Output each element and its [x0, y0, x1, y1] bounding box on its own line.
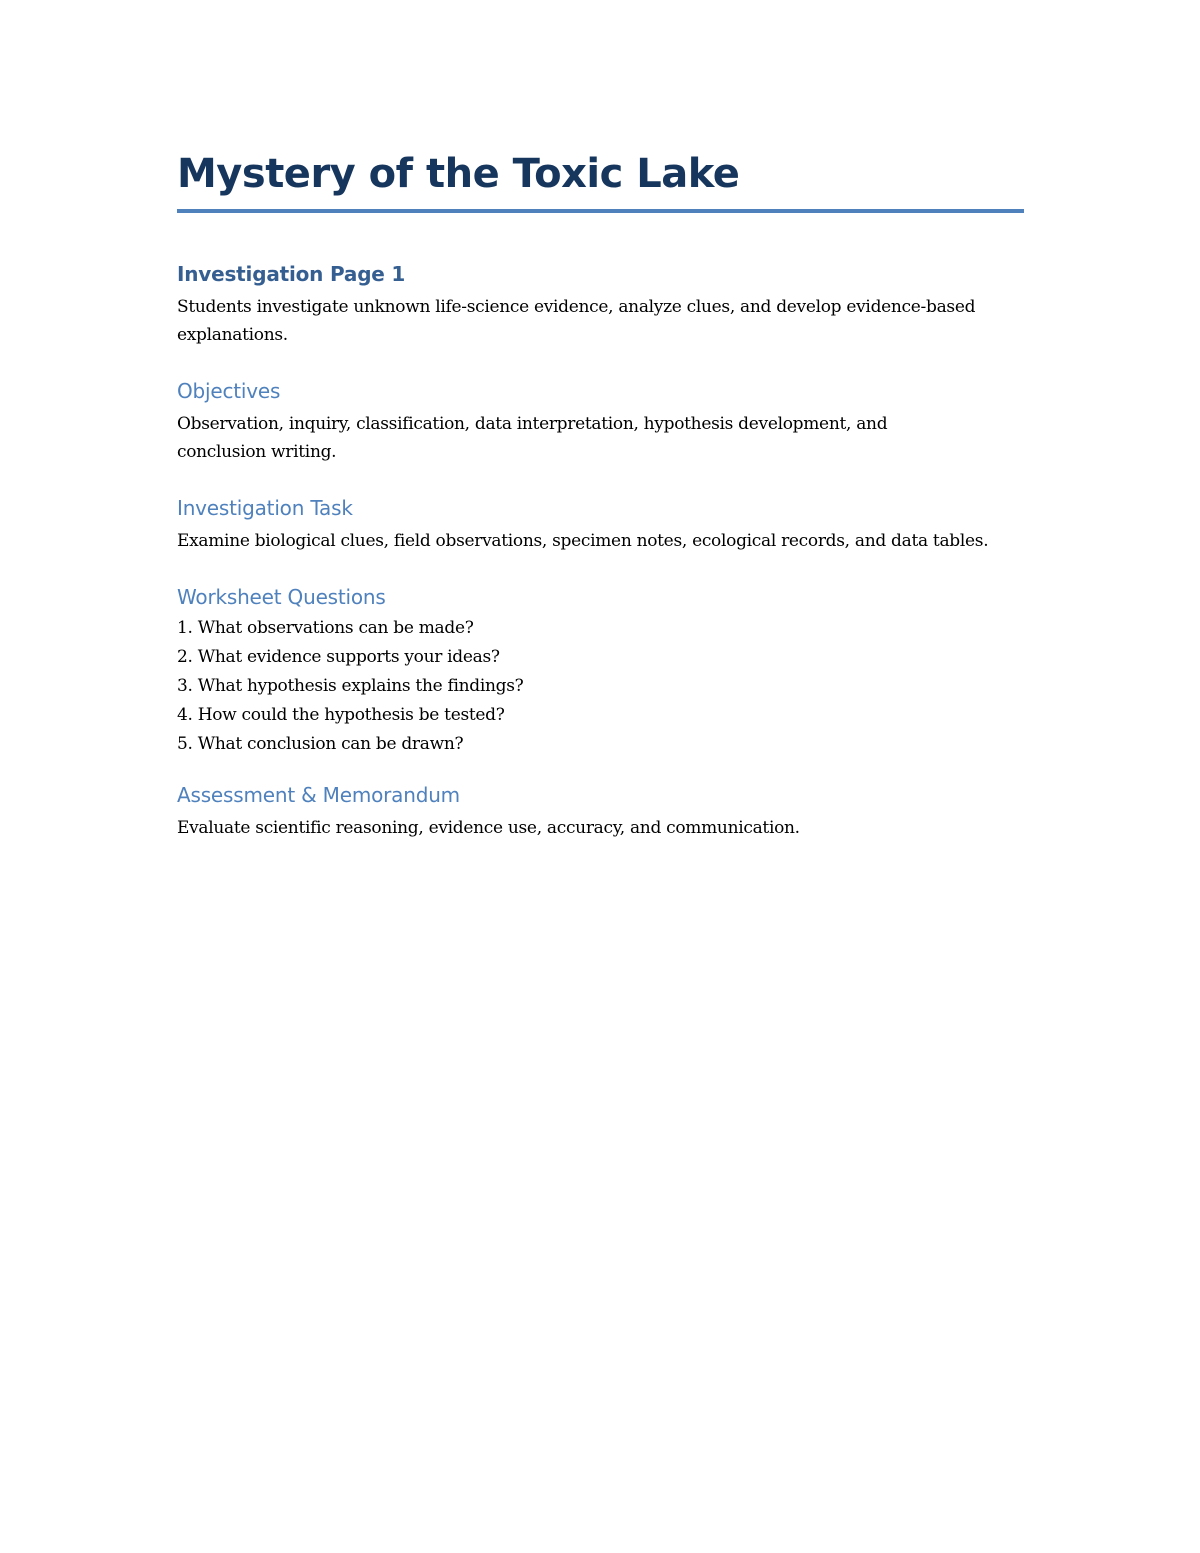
section-body-investigation-task: Examine biological clues, field observations, specimen notes, ecological records, and data tables.	[177, 531, 989, 551]
section-body-assessment-memorandum: Evaluate scientific reasoning, evidence use, accuracy, and communication.	[177, 818, 800, 838]
section-heading-assessment-memorandum: Assessment & Memorandum	[177, 783, 460, 807]
title-underline	[177, 209, 1024, 213]
question-item: 2. What evidence supports your ideas?	[177, 647, 500, 667]
section-heading-worksheet-questions: Worksheet Questions	[177, 585, 386, 609]
section-heading-investigation-task: Investigation Task	[177, 496, 353, 520]
document-page	[177, 148, 1024, 842]
section-heading-objectives: Objectives	[177, 379, 281, 403]
section-body-objectives: Observation, inquiry, classification, data interpretation, hypothesis development, and conclusion writing.	[177, 414, 888, 462]
question-item: 1. What observations can be made?	[177, 618, 474, 638]
section-objectives	[177, 378, 1024, 466]
question-item: 4. How could the hypothesis be tested?	[177, 705, 505, 725]
question-list	[177, 614, 1024, 759]
section-investigation-page-1	[177, 261, 1024, 349]
section-investigation-task	[177, 495, 1024, 555]
section-heading-investigation-page-1: Investigation Page 1	[177, 262, 406, 286]
page-title: Mystery of the Toxic Lake	[177, 151, 740, 197]
section-body-investigation-page-1: Students investigate unknown life-science evidence, analyze clues, and develop evidence-based explanations.	[177, 297, 976, 345]
question-item: 3. What hypothesis explains the findings?	[177, 676, 524, 696]
question-item: 5. What conclusion can be drawn?	[177, 734, 464, 754]
section-assessment-memorandum	[177, 782, 1024, 842]
section-worksheet-questions	[177, 584, 1024, 759]
